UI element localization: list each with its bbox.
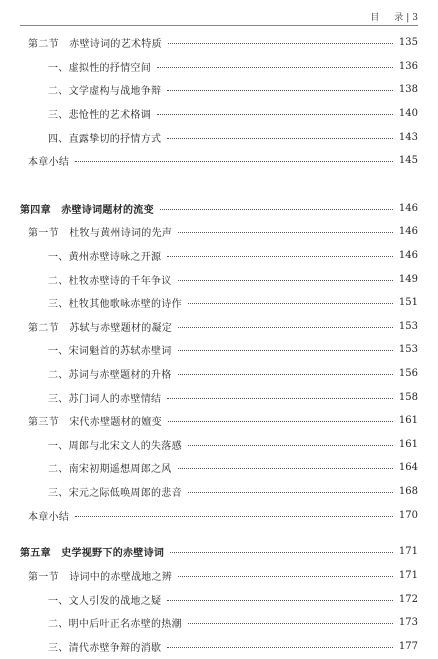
toc-entry-page-number: 158 [398, 391, 418, 403]
toc-entry-page-number: 136 [398, 60, 418, 72]
toc-entry-page-number: 172 [398, 593, 418, 605]
dot-leader [75, 516, 393, 517]
toc-entry-item[interactable] [20, 459, 418, 475]
toc-entry-summary[interactable] [20, 507, 418, 523]
dot-leader [167, 647, 393, 648]
dot-leader [167, 398, 393, 399]
header-page-number: 3 [412, 13, 418, 23]
toc-entry-title: 二、杜牧赤壁诗的千年争议 [48, 275, 172, 287]
toc-entry-item[interactable] [20, 483, 418, 499]
toc-entry-page-number: 171 [398, 569, 418, 581]
toc-entry-page-number: 140 [398, 107, 418, 119]
dot-leader [178, 576, 393, 577]
toc-entry-title: 二、明中后叶正名赤壁的热潮 [48, 618, 182, 630]
toc-entry-page-number: 156 [398, 367, 418, 379]
dot-leader [160, 209, 393, 210]
toc-entry-title: 三、宋元之际低唤周郎的悲音 [48, 487, 182, 499]
toc-entry-title: 第四章 赤壁诗词题材的流变 [20, 204, 154, 216]
toc-entry-page-number: 135 [398, 36, 418, 48]
toc-entry-page-number: 161 [398, 438, 418, 450]
toc-entry-section[interactable] [20, 412, 418, 428]
dot-leader [178, 280, 393, 281]
toc-entry-page-number: 171 [398, 545, 418, 557]
toc-entry-title: 第一节 杜牧与黄州诗词的先声 [28, 227, 173, 239]
dot-leader [168, 43, 393, 44]
toc-entry-chapter[interactable] [20, 200, 418, 216]
toc-entry-title: 第五章 史学视野下的赤壁诗词 [20, 547, 165, 559]
toc-entry-page-number: 153 [398, 320, 418, 332]
toc-entry-title: 第二节 苏轼与赤壁题材的凝定 [28, 322, 173, 334]
dot-leader [75, 161, 393, 162]
toc-entry-title: 一、虚拟性的抒情空间 [48, 62, 151, 74]
toc-entry-title: 第二节 赤壁诗词的艺术特质 [28, 38, 162, 50]
toc-entry-title: 本章小结 [28, 511, 70, 523]
dot-leader [178, 374, 393, 375]
toc-entry-title: 第一节 诗词中的赤壁战地之辨 [28, 571, 173, 583]
toc-entry-page-number: 153 [398, 343, 418, 355]
toc-entry-item[interactable] [20, 271, 418, 287]
toc-entry-title: 二、南宋初期遥想周郎之风 [48, 463, 172, 475]
toc-entry-title: 第三节 宋代赤壁题材的嬗变 [28, 416, 162, 428]
dot-leader [157, 114, 393, 115]
header-section-char-1: 目 [370, 13, 380, 23]
toc-entry-item[interactable] [20, 591, 418, 607]
dot-leader [167, 600, 393, 601]
toc-entry-title: 三、杜牧其他歌咏赤壁的诗作 [48, 298, 182, 310]
toc-entry-page-number: 138 [398, 83, 418, 95]
toc-entry-title: 三、悲怆性的艺术格调 [48, 109, 151, 121]
dot-leader [188, 445, 393, 446]
toc-entry-page-number: 173 [398, 616, 418, 628]
toc-entry-item[interactable] [20, 81, 418, 97]
dot-leader [178, 327, 393, 328]
toc-entry-page-number: 164 [398, 461, 418, 473]
dot-leader [188, 492, 393, 493]
toc-entry-page-number: 149 [398, 273, 418, 285]
toc-entry-page-number: 146 [398, 202, 418, 214]
dot-leader [170, 552, 393, 553]
dot-leader [178, 350, 393, 351]
dot-leader [167, 256, 393, 257]
toc-entry-title: 一、宋词魁首的苏轼赤壁词 [48, 345, 172, 357]
toc-entry-title: 二、文学虚构与战地争辩 [48, 85, 162, 97]
toc-entry-item[interactable] [20, 365, 418, 381]
toc-entry-title: 一、黄州赤壁诗咏之开源 [48, 251, 162, 263]
toc-entry-section[interactable] [20, 223, 418, 239]
toc-entry-title: 一、周郎与北宋文人的失落感 [48, 440, 182, 452]
toc-entry-section[interactable] [20, 318, 418, 334]
dot-leader [167, 90, 393, 91]
toc-entry-title: 一、文人引发的战地之疑 [48, 595, 162, 607]
toc-entry-item[interactable] [20, 58, 418, 74]
toc-entry-chapter[interactable] [20, 543, 418, 559]
toc-entry-item[interactable] [20, 638, 418, 654]
toc-entry-item[interactable] [20, 389, 418, 405]
toc-entry-item[interactable] [20, 436, 418, 452]
toc-entry-title: 三、苏门词人的赤壁情结 [48, 393, 162, 405]
toc-entry-page-number: 143 [398, 131, 418, 143]
toc-entry-section[interactable] [20, 567, 418, 583]
toc-entry-title: 本章小结 [28, 156, 70, 168]
toc-entry-page-number: 151 [398, 296, 418, 308]
dot-leader [188, 623, 393, 624]
toc-entry-item[interactable] [20, 614, 418, 630]
dot-leader [167, 138, 393, 139]
header-rule [20, 25, 418, 26]
toc-entry-page-number: 161 [398, 414, 418, 426]
dot-leader [157, 67, 393, 68]
toc-entry-item[interactable] [20, 129, 418, 145]
dot-leader [178, 232, 393, 233]
dot-leader [188, 303, 393, 304]
toc-entry-title: 四、直露挚切的抒情方式 [48, 133, 162, 145]
header-section-char-2: 录 [394, 13, 404, 23]
toc-entry-page-number: 177 [398, 640, 418, 652]
toc-entry-summary[interactable] [20, 152, 418, 168]
toc-entry-section[interactable] [20, 34, 418, 50]
toc-entry-item[interactable] [20, 105, 418, 121]
toc-entry-item[interactable] [20, 294, 418, 310]
toc-entry-title: 二、苏词与赤壁题材的升格 [48, 369, 172, 381]
toc-entry-page-number: 146 [398, 249, 418, 261]
running-header: 目 录 | 3 [370, 13, 418, 23]
toc-entry-item[interactable] [20, 341, 418, 357]
toc-entry-item[interactable] [20, 247, 418, 263]
toc-entry-page-number: 170 [398, 509, 418, 521]
toc-entry-page-number: 145 [398, 154, 418, 166]
toc-entry-page-number: 146 [398, 225, 418, 237]
dot-leader [168, 421, 393, 422]
toc-entry-page-number: 168 [398, 485, 418, 497]
dot-leader [178, 468, 393, 469]
toc-entry-title: 三、清代赤壁争辩的消歇 [48, 642, 162, 654]
